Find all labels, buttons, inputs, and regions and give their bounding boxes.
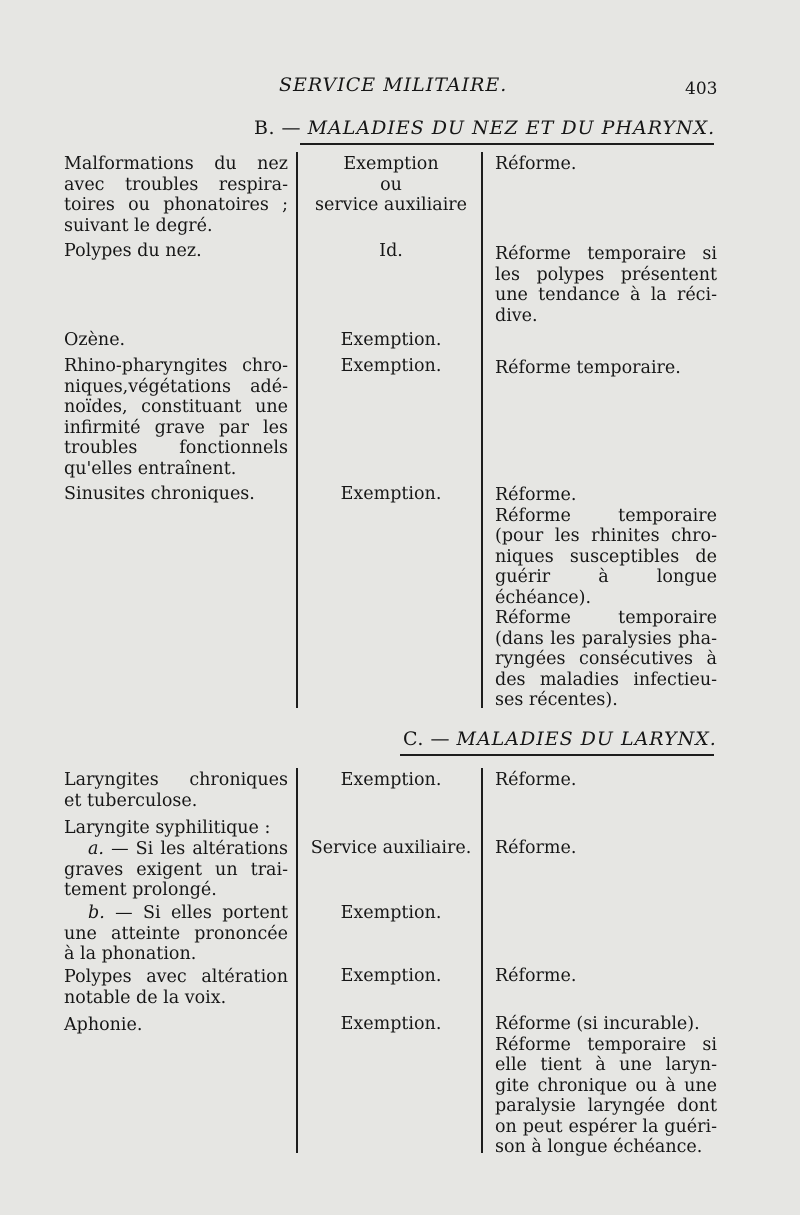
row-b3-decision: Exemption. [340,330,442,350]
row-c5-decision: Exemption. [340,966,442,986]
row-c2-disease: Laryngite syphilitique : [64,818,271,838]
row-c1-disease: Laryngites chroniques et tuberculose. [64,770,288,811]
row-b4-decision: Exemption. [340,356,442,376]
section-b-rule [300,143,714,145]
row-c4-disease: b. — Si elles portent une atteinte prononcée à la phonation. [64,903,288,964]
row-b4-remark: Réforme temporaire. [495,358,681,378]
section-b-divider-right [481,152,483,708]
section-c-divider-right [481,768,483,1153]
row-b5-decision: Exemption. [340,484,442,504]
section-c-divider-left [296,768,298,1153]
row-b1-remark: Réforme. [495,154,577,174]
section-b-letter: B. — [254,117,302,139]
row-c4-decision: Exemption. [340,903,442,923]
row-c6-decision: Exemption. [340,1014,442,1034]
section-c-rule [400,754,714,756]
row-b2-remark: Réforme temporaire si les polypes présentent une tendance à la réci- dive. [495,244,717,326]
section-b-text: MALADIES DU NEZ ET DU PHARYNX. [307,117,716,139]
row-b2-decision: Id. [379,241,403,261]
row-c3-decision: Service auxiliaire. [310,838,472,858]
section-c-letter: C. — [403,728,450,750]
page-number: 403 [685,79,718,99]
row-c5-remark: Réforme. [495,966,577,986]
row-c5-disease: Polypes avec altération notable de la voix. [64,967,288,1008]
row-c6-disease: Aphonie. [64,1015,143,1035]
section-b-divider-left [296,152,298,708]
row-b4-disease: Rhino-pharyngites chro- niques,végétations adé- noïdes, constituant une infirmité grave par les troubles fonctionnels qu'elles entraînent. [64,356,288,479]
row-b2-disease: Polypes du nez. [64,241,202,261]
section-b-title [254,117,715,139]
section-c-text: MALADIES DU LARYNX. [456,728,717,750]
row-b3-disease: Ozène. [64,330,126,350]
row-c1-decision: Exemption. [340,770,442,790]
row-c3-remark: Réforme. [495,838,577,858]
row-c6-remark: Réforme (si incurable). Réforme temporaire si elle tient à une laryn- gite chronique ou à une paralysie laryngée dont on peut espérer la guéri- son à longue échéance. [495,1014,717,1157]
row-b1-decision: Exemption ou service auxiliaire [314,154,468,215]
section-c-title [403,728,717,750]
row-b5-disease: Sinusites chroniques. [64,484,255,504]
row-c3-disease: a. — Si les altérations graves exigent un trai- tement prolongé. [64,839,288,900]
row-b1-disease: Malformations du nez avec troubles respira- toires ou phonatoires ; suivant le degré. [64,154,288,236]
row-c1-remark: Réforme. [495,770,577,790]
running-title: SERVICE MILITAIRE. [279,74,508,96]
row-b5-remark: Réforme. Réforme temporaire (pour les rhinites chro- niques susceptibles de guérir à longue échéance). Réforme temporaire (dans les paralysies pha- ryngées consécutives à des maladies infectieu- ses récentes). [495,485,717,710]
